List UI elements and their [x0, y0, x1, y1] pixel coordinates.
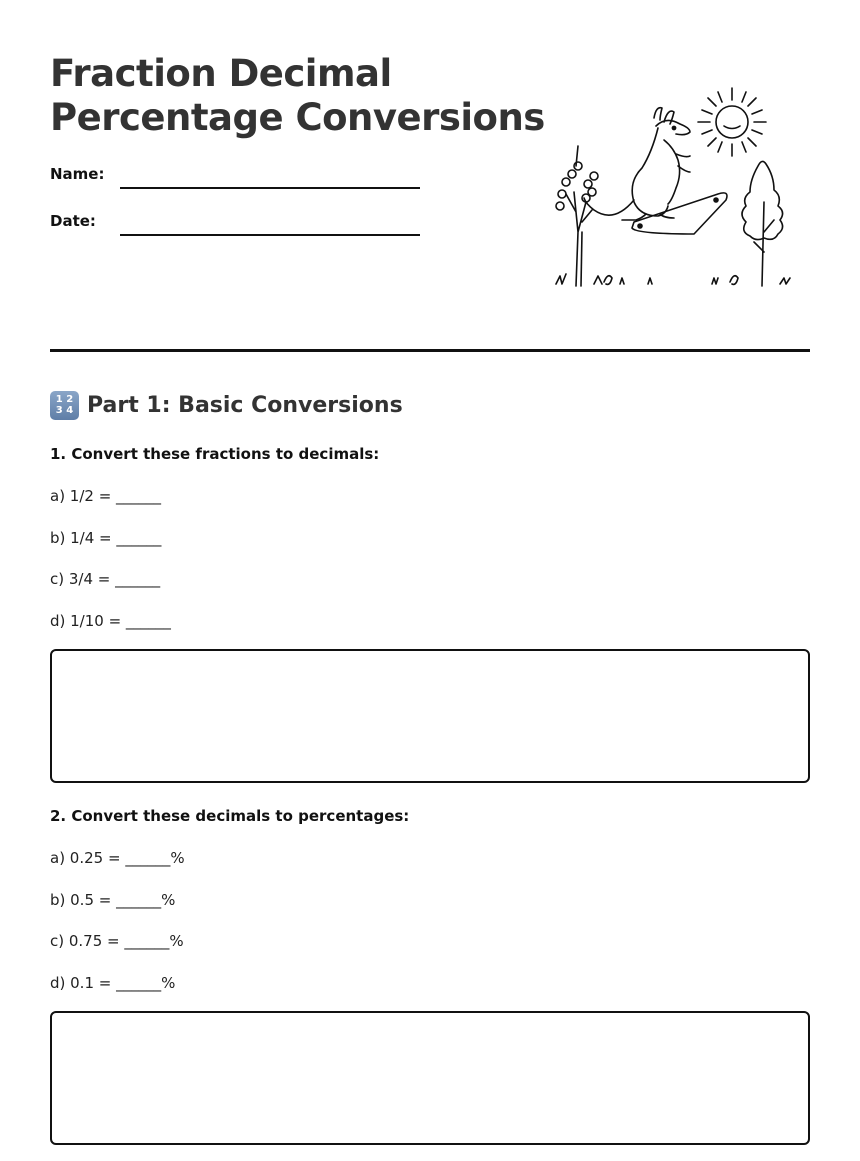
name-label: Name:	[50, 165, 105, 183]
section-divider	[50, 349, 810, 352]
kangaroo-illustration	[548, 82, 793, 292]
input-numbers-icon: 1 2 3 4	[50, 391, 79, 420]
grass-icon	[552, 274, 792, 286]
question-1c: c) 3/4 = ______	[50, 570, 161, 588]
question-1-heading: 1. Convert these fractions to decimals:	[50, 445, 380, 463]
question-2a: a) 0.25 = ______%	[50, 849, 185, 867]
tree-icon	[742, 161, 783, 286]
question-2d: d) 0.1 = ______%	[50, 974, 176, 992]
question-2c: c) 0.75 = ______%	[50, 932, 184, 950]
question-2b: b) 0.5 = ______%	[50, 891, 176, 909]
answer-box-1[interactable]	[50, 649, 810, 783]
question-1d: d) 1/10 = ______	[50, 612, 171, 630]
name-field[interactable]	[120, 187, 420, 189]
date-label: Date:	[50, 212, 96, 230]
question-1b: b) 1/4 = ______	[50, 529, 162, 547]
tree-icon	[556, 146, 598, 286]
sun-icon	[698, 88, 766, 156]
question-1a: a) 1/2 = ______	[50, 487, 162, 505]
title-line-2: Percentage Conversions	[50, 96, 545, 139]
question-2-heading: 2. Convert these decimals to percentages:	[50, 807, 410, 825]
date-field[interactable]	[120, 234, 420, 236]
kangaroo-icon	[584, 108, 690, 220]
part1-heading	[50, 390, 403, 420]
answer-box-2[interactable]	[50, 1011, 810, 1145]
part1-title: Part 1: Basic Conversions	[87, 392, 403, 418]
title-line-1: Fraction Decimal	[50, 52, 392, 95]
worksheet-title	[50, 52, 545, 140]
